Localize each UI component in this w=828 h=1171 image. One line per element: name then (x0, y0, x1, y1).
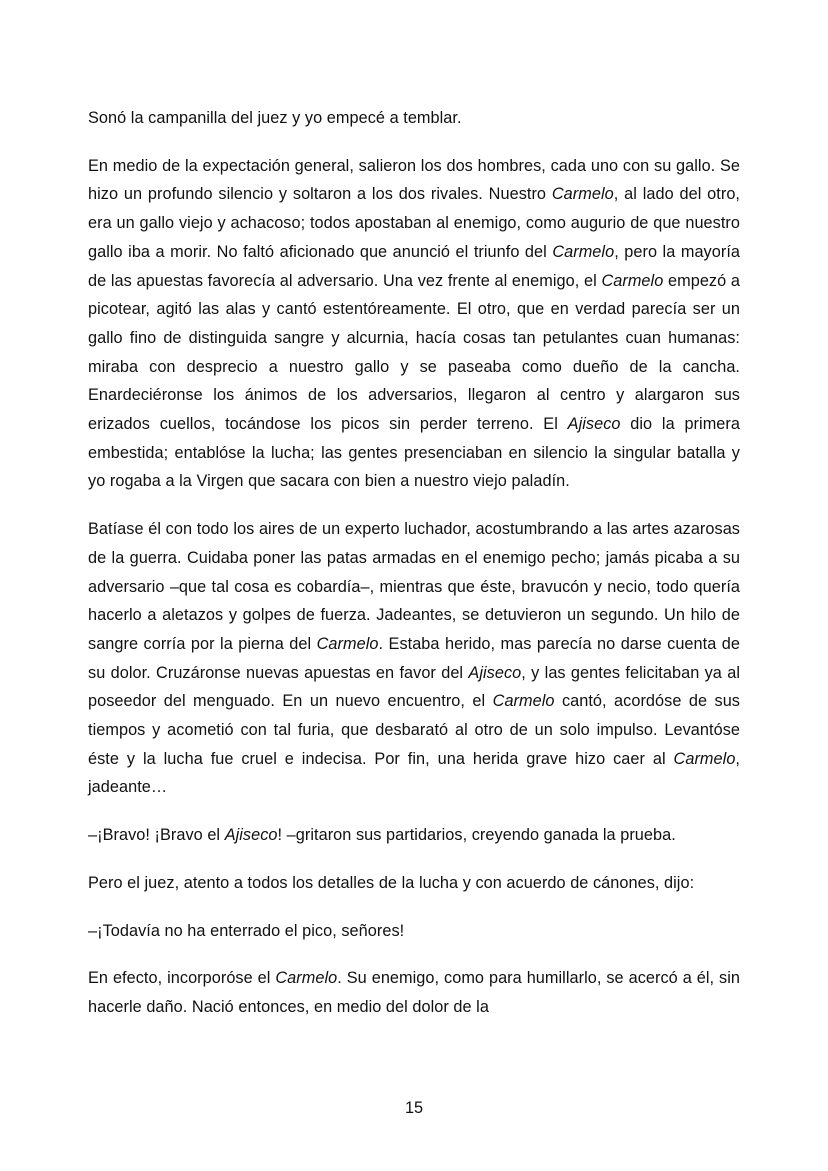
text-run: –¡Bravo! ¡Bravo el (88, 826, 225, 845)
text-run: dio la primera embestida; entablóse la lucha; las gentes presenciaban en silencio la singular batalla y yo rogaba a la Virgen que sacara con bien a nuestro viejo paladín. (88, 415, 740, 491)
text-run: , al lado del otro, era un gallo viejo y achacoso; todos apostaban al enemigo, como augurio de que nuestro gallo iba a morir. No faltó aficionado que anunció el triunfo del (88, 185, 740, 261)
emphasized-term: Carmelo (551, 185, 614, 204)
text-run: –¡Todavía no ha enterrado el pico, señores! (88, 921, 405, 940)
text-run: En efecto, incorporóse el (88, 969, 276, 988)
paragraph (88, 869, 740, 898)
text-run: empezó a picotear, agitó las alas y cantó estentóreamente. El otro, que en verdad parecía ser un gallo fino de distinguida sangre y alcurnia, hacía cosas tan petulantes cuan humanas: miraba con desprecio a nuestro gallo y se paseaba como dueño de la cancha. Enardeciéronse los ánimos de los adversarios, llegaron al centro y alargaron sus erizados cuellos, tocándose los picos sin perder terreno. El (88, 271, 740, 434)
text-run: Pero el juez, atento a todos los detalles de la lucha y con acuerdo de cánones, dijo: (88, 873, 695, 892)
emphasized-term: Ajiseco (567, 415, 621, 434)
text-run: . Estaba herido, mas parecía no darse cuenta de su dolor. Cruzáronse nuevas apuestas en favor del (88, 634, 740, 682)
emphasized-term: Carmelo (492, 692, 555, 711)
body-text-column (88, 104, 740, 1022)
text-run: ! –gritaron sus partidarios, creyendo ganada la prueba. (277, 826, 676, 845)
paragraph (88, 964, 740, 1021)
text-run: , pero la mayoría de las apuestas favorecía al adversario. Una vez frente al enemigo, el (88, 242, 740, 290)
text-run: Batíase él con todo los aires de un experto luchador, acostumbrando a las artes azarosas de la guerra. Cuidaba poner las patas armadas en el enemigo pecho; jamás picaba a su adversario –que tal cosa es cobardía–, mientras que éste, bravucón y necio, todo quería hacerlo a aletazos y golpes de fuerza. Jadeantes, se detuvieron un segundo. Un hilo de sangre corría por la pierna del (88, 520, 740, 653)
text-run: . Su enemigo, como para humillarlo, se acercó a él, sin hacerle daño. Nació entonces, en medio del dolor de la (88, 969, 740, 1016)
paragraph (88, 917, 740, 946)
emphasized-term: Ajiseco (468, 663, 522, 682)
emphasized-term: Ajiseco (224, 826, 278, 845)
text-run: , y las gentes felicitaban ya al poseedor del menguado. En un nuevo encuentro, el (88, 663, 740, 711)
emphasized-term: Carmelo (316, 634, 379, 653)
paragraph (88, 515, 740, 802)
emphasized-term: Carmelo (552, 242, 615, 261)
paragraph (88, 821, 740, 850)
page-number: 15 (404, 1099, 424, 1117)
emphasized-term: Carmelo (601, 271, 664, 290)
text-run: , jadeante… (88, 749, 740, 797)
text-run: Sonó la campanilla del juez y yo empecé a temblar. (88, 109, 462, 127)
text-run: En medio de la expectación general, salieron los dos hombres, cada uno con su gallo. Se hizo un profundo silencio y soltaron a los dos rivales. Nuestro (88, 156, 740, 204)
paragraph (88, 104, 740, 133)
emphasized-term: Carmelo (673, 749, 736, 768)
paragraph (88, 152, 740, 496)
text-run: cantó, acordóse de sus tiempos y acometió con tal furia, que desbarató al otro de un solo impulso. Levantóse éste y la lucha fue cruel e indecisa. Por fin, una herida grave hizo caer al (88, 692, 740, 768)
emphasized-term: Carmelo (275, 969, 338, 988)
